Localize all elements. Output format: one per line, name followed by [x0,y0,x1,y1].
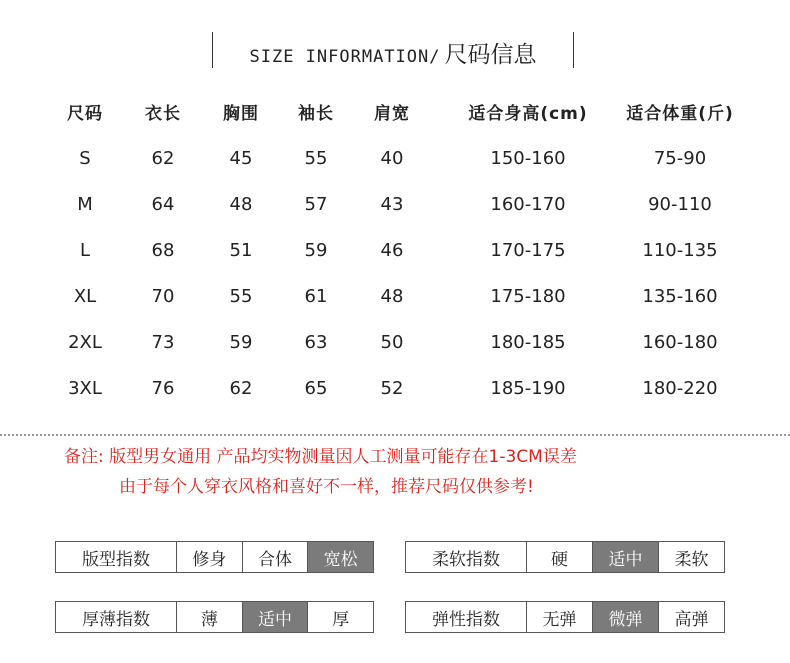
note-line-2: 由于每个人穿衣风格和喜好不一样，推荐尺码仅供参考! [119,477,534,497]
cell-weight: 135-160 [642,286,718,307]
cell-chest: 45 [229,148,253,169]
soft-option-3: 柔软 [674,549,709,570]
cell-chest: 59 [229,332,253,353]
cell-length: 68 [151,240,175,261]
cell-sleeve: 57 [304,194,328,215]
softness-index [405,541,725,573]
title-chinese: 尺码信息 [444,42,537,68]
cell-shoulder: 40 [380,148,404,169]
cell-weight: 110-135 [642,240,718,261]
cell-chest: 51 [229,240,253,261]
soft-option-1: 硬 [527,542,593,572]
header-height: 适合身高(cm) [468,104,588,124]
note-line-1: 备注: 版型男女通用 产品均实物测量因人工测量可能存在1-3CM误差 [64,447,577,467]
cell-length: 62 [151,148,175,169]
cell-size: XL [73,286,97,307]
cell-length: 76 [151,378,175,399]
fit-index-label: 版型指数 [56,542,177,572]
soft-index-label: 柔软指数 [406,542,527,572]
elastic-option-2: 微弹 [593,602,659,632]
cell-shoulder: 43 [380,194,404,215]
cell-length: 73 [151,332,175,353]
dotted-divider [0,434,790,436]
cell-size: S [79,148,91,169]
cell-sleeve: 55 [304,148,328,169]
title-english: SIZE INFORMATION/ [249,47,441,67]
cell-weight: 75-90 [653,148,707,169]
cell-shoulder: 52 [380,378,404,399]
elastic-option-3: 高弹 [674,609,709,630]
cell-height: 175-180 [490,286,566,307]
cell-height: 160-170 [490,194,566,215]
cell-height: 180-185 [490,332,566,353]
header-length: 衣长 [145,104,181,124]
cell-shoulder: 46 [380,240,404,261]
cell-sleeve: 59 [304,240,328,261]
cell-length: 70 [151,286,175,307]
cell-sleeve: 65 [304,378,328,399]
cell-size: 2XL [68,332,102,353]
title-bar [212,30,574,70]
fit-option-3: 宽松 [308,542,373,572]
thick-option-2: 适中 [243,602,309,632]
cell-shoulder: 48 [380,286,404,307]
cell-height: 150-160 [490,148,566,169]
cell-weight: 90-110 [648,194,712,215]
fit-option-2: 合体 [243,542,309,572]
page-title [212,36,574,69]
cell-sleeve: 63 [304,332,328,353]
thick-option-1: 薄 [177,602,243,632]
cell-height: 185-190 [490,378,566,399]
cell-shoulder: 50 [380,332,404,353]
cell-chest: 62 [229,378,253,399]
header-chest: 胸围 [223,104,259,124]
thick-index-label: 厚薄指数 [56,602,177,632]
cell-size: L [79,240,91,261]
cell-size: 3XL [68,378,102,399]
cell-length: 64 [151,194,175,215]
cell-weight: 160-180 [642,332,718,353]
cell-sleeve: 61 [304,286,328,307]
elastic-option-1: 无弹 [527,602,593,632]
header-weight: 适合体重(斤) [626,104,734,124]
cell-weight: 180-220 [642,378,718,399]
soft-option-2: 适中 [593,542,659,572]
header-size: 尺码 [67,104,103,124]
fit-index [55,541,374,573]
cell-chest: 55 [229,286,253,307]
header-shoulder: 肩宽 [374,104,410,124]
thick-option-3: 厚 [332,609,350,630]
cell-size: M [77,194,93,215]
fit-option-1: 修身 [177,542,243,572]
elasticity-index [405,601,725,633]
header-sleeve: 袖长 [298,104,334,124]
thickness-index [55,601,374,633]
cell-height: 170-175 [490,240,566,261]
cell-chest: 48 [229,194,253,215]
title-right-divider [573,32,574,68]
elastic-index-label: 弹性指数 [406,602,527,632]
